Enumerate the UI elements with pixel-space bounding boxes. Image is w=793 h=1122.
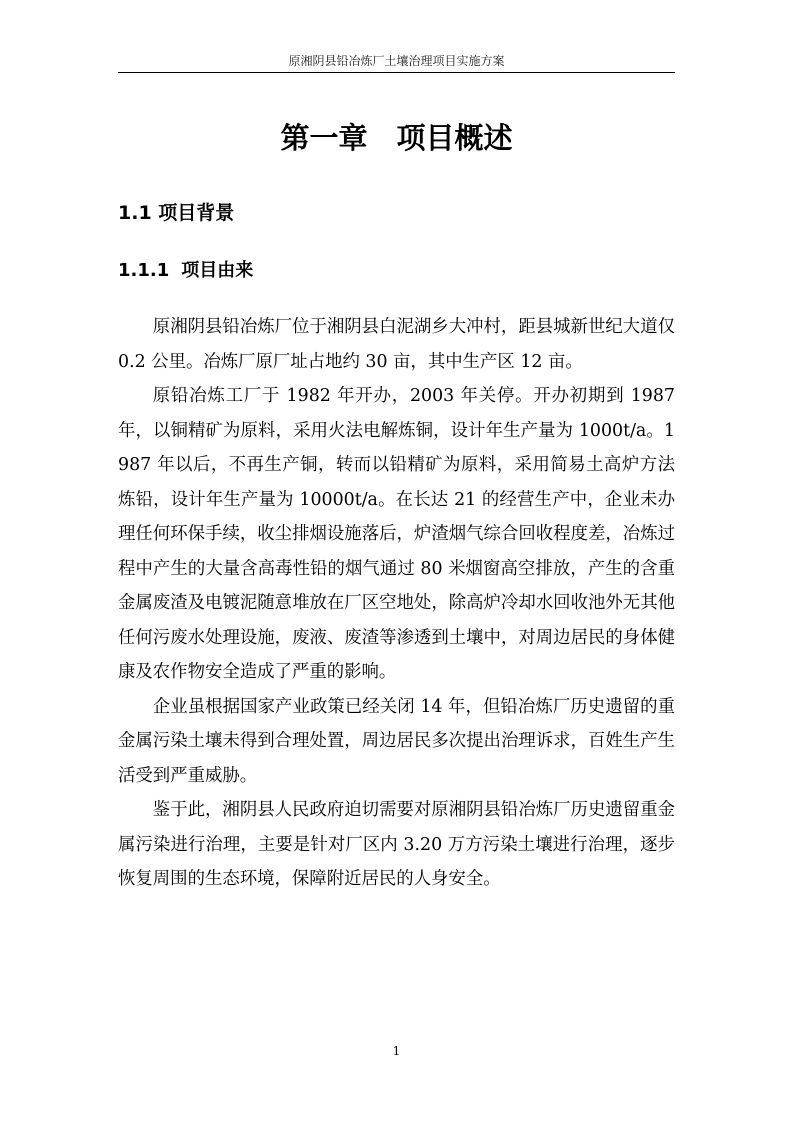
header-divider xyxy=(118,72,675,73)
paragraph: 企业虽根据国家产业政策已经关闭 14 年，但铅冶炼厂历史遗留的重金属污染土壤未得到合理处置，周边居民多次提出治理诉求，百姓生产生活受到严重威胁。 xyxy=(118,696,675,786)
running-header: 原湘阴县铅冶炼厂土壤治理项目实施方案 xyxy=(288,54,505,68)
paragraph: 原铅冶炼工厂于 1982 年开办，2003 年关停。开办初期到 1987 年，以铜精矿为原料，采用火法电解炼铜，设计年生产量为 1000t/a。1987 年以后，不再生产铜，转而以铅精矿为原料，采用简易土高炉方法炼铅，设计年生产量为 10000t/a。在长达 21 的经营生产中，企业未办理任何环保手续，收尘排烟设施落后，炉渣烟气综合回收程度差，冶炼过程中产生的大量含高毒性铅的烟气通过 80 米烟窗高空排放，产生的含重金属废渣及电镀泥随意堆放在厂区空地处，除高炉冷却水回收池外无其他任何污废水处理设施，废液、废渣等渗透到土壤中，对周边居民的身体健康及农作物安全造成了严重的影响。 xyxy=(118,386,675,682)
subsection-number: 1.1.1 xyxy=(118,260,170,281)
subsection-title: 项目由来 xyxy=(181,260,254,281)
page-number: 1 xyxy=(392,1044,401,1058)
chapter-title: 第一章 项目概述 xyxy=(280,121,513,155)
subsection-heading xyxy=(118,258,253,284)
paragraph: 鉴于此，湘阴县人民政府迫切需要对原湘阴县铅冶炼厂历史遗留重金属污染进行治理，主要是针对厂区内 3.20 万方污染土壤进行治理，逐步恢复周围的生态环境，保障附近居民的人身安全。 xyxy=(118,800,675,889)
section-heading: 1.1 项目背景 xyxy=(118,202,235,224)
paragraph: 原湘阴县铅冶炼厂位于湘阴县白泥湖乡大冲村，距县城新世纪大道仅 0.2 公里。冶炼厂原厂址占地约 30 亩，其中生产区 12 亩。 xyxy=(118,317,675,372)
body-text xyxy=(118,310,675,897)
